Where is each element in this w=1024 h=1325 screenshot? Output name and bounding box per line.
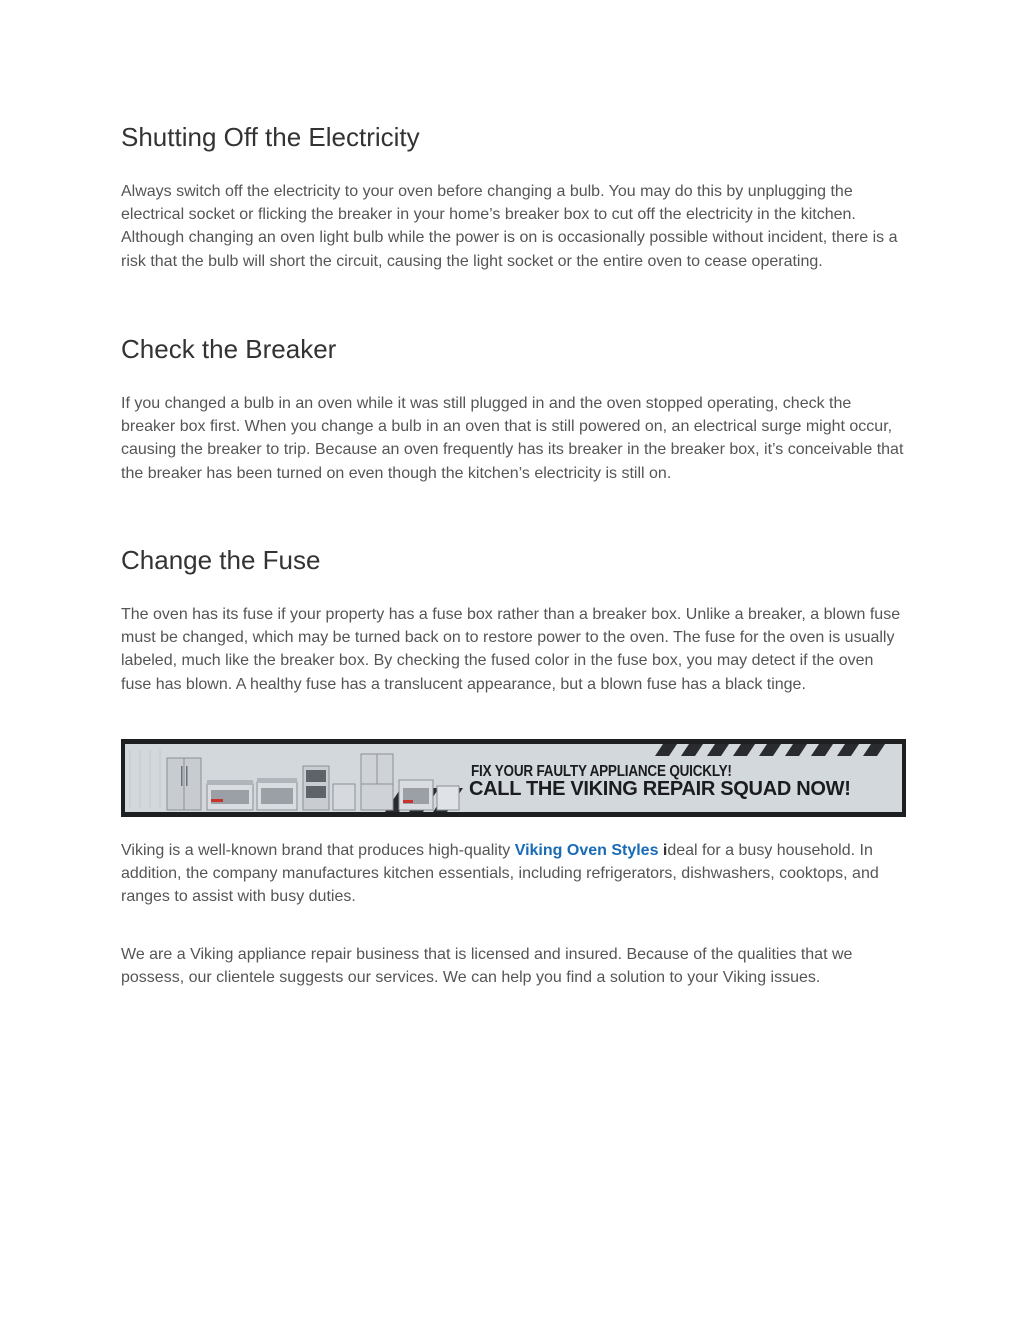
section-heading-change-fuse: Change the Fuse xyxy=(121,545,321,575)
section-heading-check-breaker: Check the Breaker xyxy=(121,334,337,364)
banner-call-to-action: CALL THE VIKING REPAIR SQUAD NOW! xyxy=(469,778,851,800)
closing-paragraph: We are a Viking appliance repair business that is licensed and insured. Because of the qualities that we possess, our clientele suggests our services. We can help you find a solution to your Viking issues. xyxy=(121,946,853,987)
section-body-check-breaker: If you changed a bulb in an oven while it was still plugged in and the oven stopped operating, check the breaker box first. When you change a bulb in an oven that is still powered on, an electrical surge might occur, causing the breaker to trip. Because an oven frequently has its breaker in the breaker box, it’s conceivable that the breaker has been turned on even though the kitchen’s electricity is still on. xyxy=(121,395,904,482)
section-heading-shutting-off: Shutting Off the Electricity xyxy=(121,122,420,152)
banner-tagline: FIX YOUR FAULTY APPLIANCE QUICKLY! xyxy=(471,762,732,780)
promo-banner-panel xyxy=(125,744,902,812)
section-body-change-fuse: The oven has its fuse if your property has a fuse box rather than a breaker box. Unlike a breaker, a blown fuse must be changed, which may be turned back on to restore power to the oven. The fuse for the oven is usually labeled, much like the breaker box. By checking the fused color in the fuse box, you may detect if the oven fuse has blown. A healthy fuse has a translucent appearance, but a blown fuse has a black tinge. xyxy=(121,606,901,693)
section-body-shutting-off: Always switch off the electricity to your oven before changing a bulb. You may do this by unplugging the electrical socket or flicking the breaker in your home’s breaker box to cut off the electricity in the kitchen. Although changing an oven light bulb while the power is on is occasionally possible without incident, there is a risk that the bulb will short the circuit, causing the light socket or the entire oven to cease operating. xyxy=(121,183,898,270)
viking-intro-paragraph xyxy=(121,839,906,909)
viking-oven-styles-link[interactable]: Viking Oven Styles xyxy=(514,842,659,859)
viking-intro-bold-letter: i xyxy=(658,842,668,859)
promo-banner[interactable] xyxy=(121,739,906,817)
viking-intro-text-continued: deal for a busy household. In addition, the company manufactures kitchen essentials, including refrigerators, dishwashers, cooktops, and ranges to assist with busy duties. xyxy=(121,842,879,906)
viking-intro-text: Viking is a well-known brand that produces high-quality xyxy=(121,842,515,859)
